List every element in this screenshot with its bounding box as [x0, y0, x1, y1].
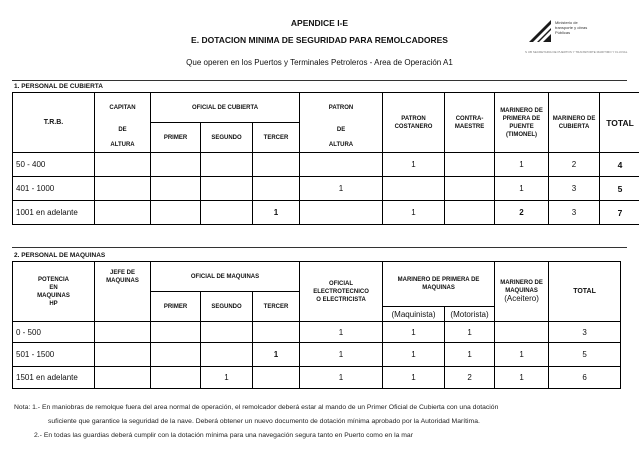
header-capitan-3: ALTURA — [95, 138, 151, 153]
header-jefe-spacer-2 — [95, 307, 151, 322]
cell-marinero-primera: 1 — [495, 153, 549, 177]
table-row — [13, 177, 639, 201]
header-patron-altura-1: PATRON — [300, 93, 383, 123]
header-segundo: SEGUNDO — [201, 123, 253, 153]
cell-jefe — [95, 367, 151, 389]
cell-segundo — [201, 322, 253, 343]
cell-electro: 1 — [300, 322, 383, 343]
cell-marinero-cubierta: 3 — [549, 201, 600, 225]
cell-primer — [151, 322, 201, 343]
cell-total: 6 — [549, 367, 621, 389]
table-row — [13, 322, 621, 343]
header-trb: T.R.B. — [13, 93, 95, 153]
cell-primer — [151, 201, 201, 225]
cell-maquinista: 1 — [383, 322, 445, 343]
cell-aceitero — [495, 322, 549, 343]
note-1-continued: suficiente que garantice la seguridad de la nave. Deberá obtener un nuevo documento de dotación mínima aprobado por la Autoridad Marítima. — [48, 418, 480, 425]
header-primer: PRIMER — [151, 292, 201, 322]
cell-contramaestre — [445, 153, 495, 177]
cell-electro: 1 — [300, 343, 383, 367]
cell-segundo: 1 — [201, 367, 253, 389]
cell-total: 5 — [549, 343, 621, 367]
cell-hp: 0 - 500 — [13, 322, 95, 343]
engine-personnel-table — [12, 261, 621, 389]
cell-contramaestre — [445, 177, 495, 201]
cell-total: 4 — [600, 153, 639, 177]
cell-patron-altura — [300, 201, 383, 225]
cell-jefe — [95, 322, 151, 343]
cell-motorista: 1 — [445, 343, 495, 367]
header-capitan-1: CAPITAN — [95, 93, 151, 123]
header-contramaestre: CONTRA- MAESTRE — [445, 93, 495, 153]
note-2: 2.- En todas las guardias deberá cumplir con la dotación mínima para una navegación segura tanto en Puerto como en la mar — [34, 432, 413, 439]
cell-marinero-primera: 2 — [495, 201, 549, 225]
cell-tercer: 1 — [253, 343, 300, 367]
header-marinero-primera-maquinas: MARINERO DE PRIMERA DE MAQUINAS — [383, 262, 495, 307]
cell-primer — [151, 367, 201, 389]
cell-tercer — [253, 153, 300, 177]
cell-primer — [151, 177, 201, 201]
header-potencia: POTENCIA EN MAQUINAS HP — [13, 262, 95, 322]
header-motorista: (Motorista) — [445, 307, 495, 322]
appendix-title: APENDICE I-E — [290, 18, 349, 28]
cell-segundo — [201, 343, 253, 367]
cell-marinero-cubierta: 2 — [549, 153, 600, 177]
table-row — [13, 201, 639, 225]
header-total: TOTAL — [600, 93, 639, 153]
cell-aceitero: 1 — [495, 367, 549, 389]
logo-text: Ministerio de transporte y obras Públicas — [555, 20, 588, 35]
header-oficial-cubierta: OFICIAL DE CUBIERTA — [151, 93, 300, 123]
cell-patron-costanero: 1 — [383, 201, 445, 225]
cell-aceitero: 1 — [495, 343, 549, 367]
cell-tercer — [253, 177, 300, 201]
header-patron-costanero: PATRON COSTANERO — [383, 93, 445, 153]
header-maquinista: (Maquinista) — [383, 307, 445, 322]
deck-personnel-table — [12, 92, 639, 225]
header-jefe-maquinas: JEFE DE MAQUINAS — [95, 262, 151, 292]
cell-patron-costanero — [383, 177, 445, 201]
cell-contramaestre — [445, 201, 495, 225]
cell-hp: 501 - 1500 — [13, 343, 95, 367]
cell-motorista: 2 — [445, 367, 495, 389]
cell-tercer — [253, 367, 300, 389]
cell-total: 3 — [549, 322, 621, 343]
header-marinero-cubierta: MARINERO DE CUBIERTA — [549, 93, 600, 153]
header-jefe-spacer — [95, 292, 151, 307]
cell-total: 7 — [600, 201, 639, 225]
cell-primer — [151, 153, 201, 177]
header-tercer: TERCER — [253, 292, 300, 322]
header-segundo: SEGUNDO — [201, 292, 253, 322]
table-row — [13, 367, 621, 389]
table-row — [13, 153, 639, 177]
logo-subtext: S UB SECRETARIA DE PUERTOS Y TRANSPORTE MARITIMO Y FLUVIAL — [525, 50, 628, 54]
header-marinero-primera: MARINERO DE PRIMERA DE PUENTE (TIMONEL) — [495, 93, 549, 153]
cell-electro: 1 — [300, 367, 383, 389]
cell-trb: 401 - 1000 — [13, 177, 95, 201]
cell-segundo — [201, 153, 253, 177]
cell-marinero-primera: 1 — [495, 177, 549, 201]
cell-maquinista: 1 — [383, 367, 445, 389]
header-primer: PRIMER — [151, 123, 201, 153]
cell-capitan — [95, 177, 151, 201]
header-capitan-2: DE — [95, 123, 151, 138]
document-subtitle: Que operen en los Puertos y Terminales Petroleros - Area de Operación A1 — [186, 58, 453, 67]
cell-motorista: 1 — [445, 322, 495, 343]
header-tercer: TERCER — [253, 123, 300, 153]
header-patron-altura-3: ALTURA — [300, 138, 383, 153]
header-oficial-maquinas: OFICIAL DE MAQUINAS — [151, 262, 300, 292]
cell-total: 5 — [600, 177, 639, 201]
cell-primer — [151, 343, 201, 367]
cell-tercer: 1 — [253, 201, 300, 225]
cell-patron-altura: 1 — [300, 177, 383, 201]
cell-maquinista: 1 — [383, 343, 445, 367]
section2-title: 2. PERSONAL DE MAQUINAS — [14, 252, 106, 259]
header-total: TOTAL — [549, 262, 621, 322]
ministry-logo — [525, 14, 630, 54]
document-title: E. DOTACION MINIMA DE SEGURIDAD PARA REMOLCADORES — [191, 35, 448, 45]
cell-trb: 50 - 400 — [13, 153, 95, 177]
cell-jefe — [95, 343, 151, 367]
cell-capitan — [95, 153, 151, 177]
cell-segundo — [201, 201, 253, 225]
cell-hp: 1501 en adelante — [13, 367, 95, 389]
section-divider — [12, 247, 627, 248]
section1-title: 1. PERSONAL DE CUBIERTA — [14, 83, 103, 90]
header-patron-altura-2: DE — [300, 123, 383, 138]
cell-marinero-cubierta: 3 — [549, 177, 600, 201]
cell-segundo — [201, 177, 253, 201]
cell-capitan — [95, 201, 151, 225]
ministry-logo-icon — [527, 18, 553, 44]
cell-patron-costanero: 1 — [383, 153, 445, 177]
header-marinero-maquinas: MARINERO DE MAQUINAS (Aceitero) — [495, 262, 549, 322]
cell-trb: 1001 en adelante — [13, 201, 95, 225]
table-row — [13, 343, 621, 367]
header-electrotecnico: OFICIAL ELECTROTECNICO O ELECTRICISTA — [300, 262, 383, 322]
cell-patron-altura — [300, 153, 383, 177]
cell-tercer — [253, 322, 300, 343]
header-divider — [12, 80, 627, 81]
note-1: Nota: 1.- En maniobras de remolque fuera del area normal de operación, el remolcador deberá estar al mando de un Primer Oficial de Cubierta con una dotación — [14, 404, 499, 411]
